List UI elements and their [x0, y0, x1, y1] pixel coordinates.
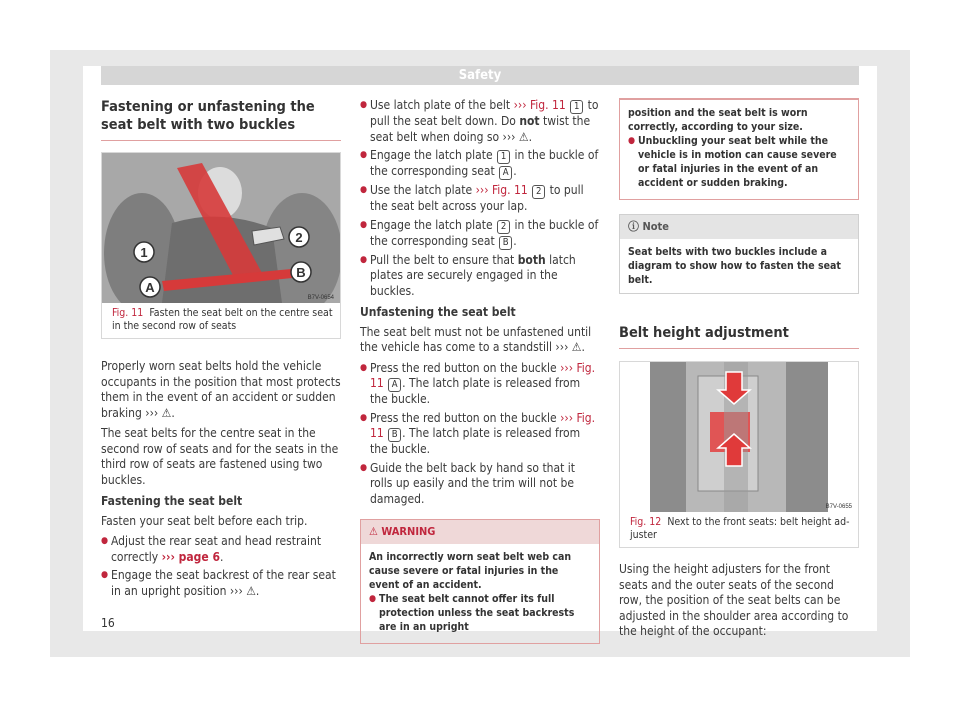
paragraph: Properly worn seat belts hold the vehicle occupants in the position that most protects them in the event of an accident or sudden braking ››› ⚠.	[101, 359, 341, 420]
figure-code: B7V-0654	[307, 295, 334, 301]
callout-badge: 2	[497, 220, 510, 234]
bold-text: both	[517, 252, 546, 267]
bullet-text: to pull the seat belt down. Do	[370, 98, 599, 128]
bullet-text: in the buckle of the corresponding seat	[370, 148, 599, 178]
section-title: Fastening or unfastening the seat belt with two buckles	[101, 98, 341, 141]
belt-adjuster-illustration	[620, 362, 858, 512]
bullet-text: to pull the seat belt across your lap.	[370, 183, 584, 213]
callout-badge: 1	[497, 150, 510, 164]
bullet-text: in the buckle of the corresponding seat	[370, 217, 599, 248]
page-number: 16	[101, 616, 115, 630]
warning-icon: ⚠	[369, 525, 378, 538]
list-item	[360, 361, 600, 408]
warning-box	[360, 519, 600, 644]
figure-link[interactable]: ››› Fig. 11	[513, 98, 566, 112]
bullet-text: .	[513, 164, 517, 178]
bullet-text: Pull the belt to ensure that	[370, 252, 518, 267]
paragraph: The seat belt must not be unfastened until the vehicle has come to a standstill ››› ⚠.	[360, 324, 592, 354]
callout-badge: 1	[570, 100, 583, 114]
warning-title: WARNING	[381, 525, 436, 538]
bullet-text: latch plates are securely engaged in the buckles.	[370, 252, 576, 298]
callout-badge: B	[388, 428, 401, 442]
seat-belt-illustration	[102, 153, 340, 303]
callout-b: B	[296, 265, 306, 280]
callout-2: 2	[295, 230, 303, 245]
figure-caption	[620, 512, 858, 547]
bullet-text: . The latch plate is released from the buckle.	[370, 426, 581, 456]
warning-text: position and the seat belt is worn correctly, according to your size.	[628, 107, 808, 133]
note-header	[620, 215, 858, 239]
note-body: Seat belts with two buckles include a diagram to show how to fasten the seat belt.	[628, 246, 841, 286]
paragraph: Using the height adjusters for the front seats and the outer seats of the second row, the position of the seat belts can be adjusted in the shoulder area according to the height of the occupant:	[619, 562, 849, 638]
paragraph: The seat belts for the centre seat in the second row of seats and for the seats in the third row of seats are fastened using two buckles.	[101, 426, 339, 487]
list-item: ● Engage the seat backrest of the rear seat in an upright position ››› ⚠.	[101, 568, 341, 599]
figure-link[interactable]: ››› Fig. 11	[370, 360, 596, 390]
bold-text: not	[519, 114, 540, 128]
figure-12	[619, 361, 859, 548]
seat-belt-drawing	[102, 153, 340, 303]
figure-label: Fig. 11	[112, 307, 144, 319]
figure-label: Fig. 12	[630, 516, 662, 528]
subheading: Fastening the seat belt	[101, 494, 243, 508]
note-title: Note	[642, 220, 669, 233]
figure-link[interactable]: ››› Fig. 11	[475, 183, 528, 197]
bullet-text: Adjust the rear seat and head restraint correctly	[111, 534, 322, 564]
column-3	[619, 98, 859, 645]
caption-text: Next to the front seats: belt height adjuster	[630, 516, 850, 541]
figure-caption	[102, 303, 340, 338]
caption-text: Fasten the seat belt on the centre seat in the second row of seats	[112, 307, 333, 332]
warning-box-continued	[619, 98, 859, 200]
list-item	[360, 183, 600, 215]
bullet-text: Engage the latch plate	[370, 217, 497, 232]
bullet-text: Use the latch plate	[370, 183, 476, 197]
bullet-text: Press the red button on the buckle	[370, 410, 561, 425]
list-item	[101, 534, 341, 565]
list-item	[360, 98, 600, 145]
bullet-text: .	[513, 233, 517, 248]
figure-code: B7V-0655	[825, 504, 852, 510]
bullet-text: Engage the latch plate	[370, 148, 497, 162]
list-item: ● Guide the belt back by hand so that it rolls up easily and the trim will not be damaged.	[360, 461, 600, 508]
info-icon: ⓘ	[628, 220, 639, 233]
bullet-text: twist the seat belt when doing so ››› ⚠.	[370, 114, 591, 144]
callout-badge: A	[388, 378, 401, 392]
note-box	[619, 214, 859, 294]
warning-bullet: ● Unbuckling your seat belt while the vehicle is in motion can cause severe or fatal injuries in the event of an accident or sudden braking.	[628, 134, 850, 190]
list-item	[360, 253, 600, 300]
list-item	[360, 148, 600, 180]
figure-11	[101, 152, 341, 339]
bullet-text: Use latch plate of the belt	[370, 98, 514, 112]
warning-header	[361, 520, 599, 544]
paragraph: Fasten your seat belt before each trip.	[101, 513, 308, 528]
warning-body	[620, 100, 858, 199]
callout-a: A	[145, 280, 155, 295]
list-item	[360, 218, 600, 250]
bullet-text: . The latch plate is released from the buckle.	[370, 376, 581, 406]
callout-badge: B	[499, 236, 512, 250]
column-1	[101, 98, 341, 602]
callout-1: 1	[140, 245, 148, 260]
section-header: Safety	[101, 66, 859, 85]
section-title: Belt height adjustment	[619, 324, 859, 349]
figure-link[interactable]: ››› Fig. 11	[370, 410, 596, 440]
bullet-text: .	[220, 549, 224, 564]
warning-text: An incorrectly worn seat belt web can cause severe or fatal injuries in the event of an accident.	[369, 551, 572, 591]
callout-badge: A	[499, 166, 512, 180]
column-2	[360, 98, 600, 644]
list-item	[360, 411, 600, 458]
subheading: Unfastening the seat belt	[360, 305, 516, 319]
warning-body	[361, 544, 599, 643]
page-link[interactable]: ››› page 6	[161, 549, 220, 564]
warning-bullet: ● The seat belt cannot offer its full protection unless the seat backrests are in an upright	[369, 592, 591, 634]
bullet-text: Press the red button on the buckle	[370, 360, 561, 375]
callout-badge: 2	[532, 185, 545, 199]
belt-adjuster-drawing	[620, 362, 858, 512]
